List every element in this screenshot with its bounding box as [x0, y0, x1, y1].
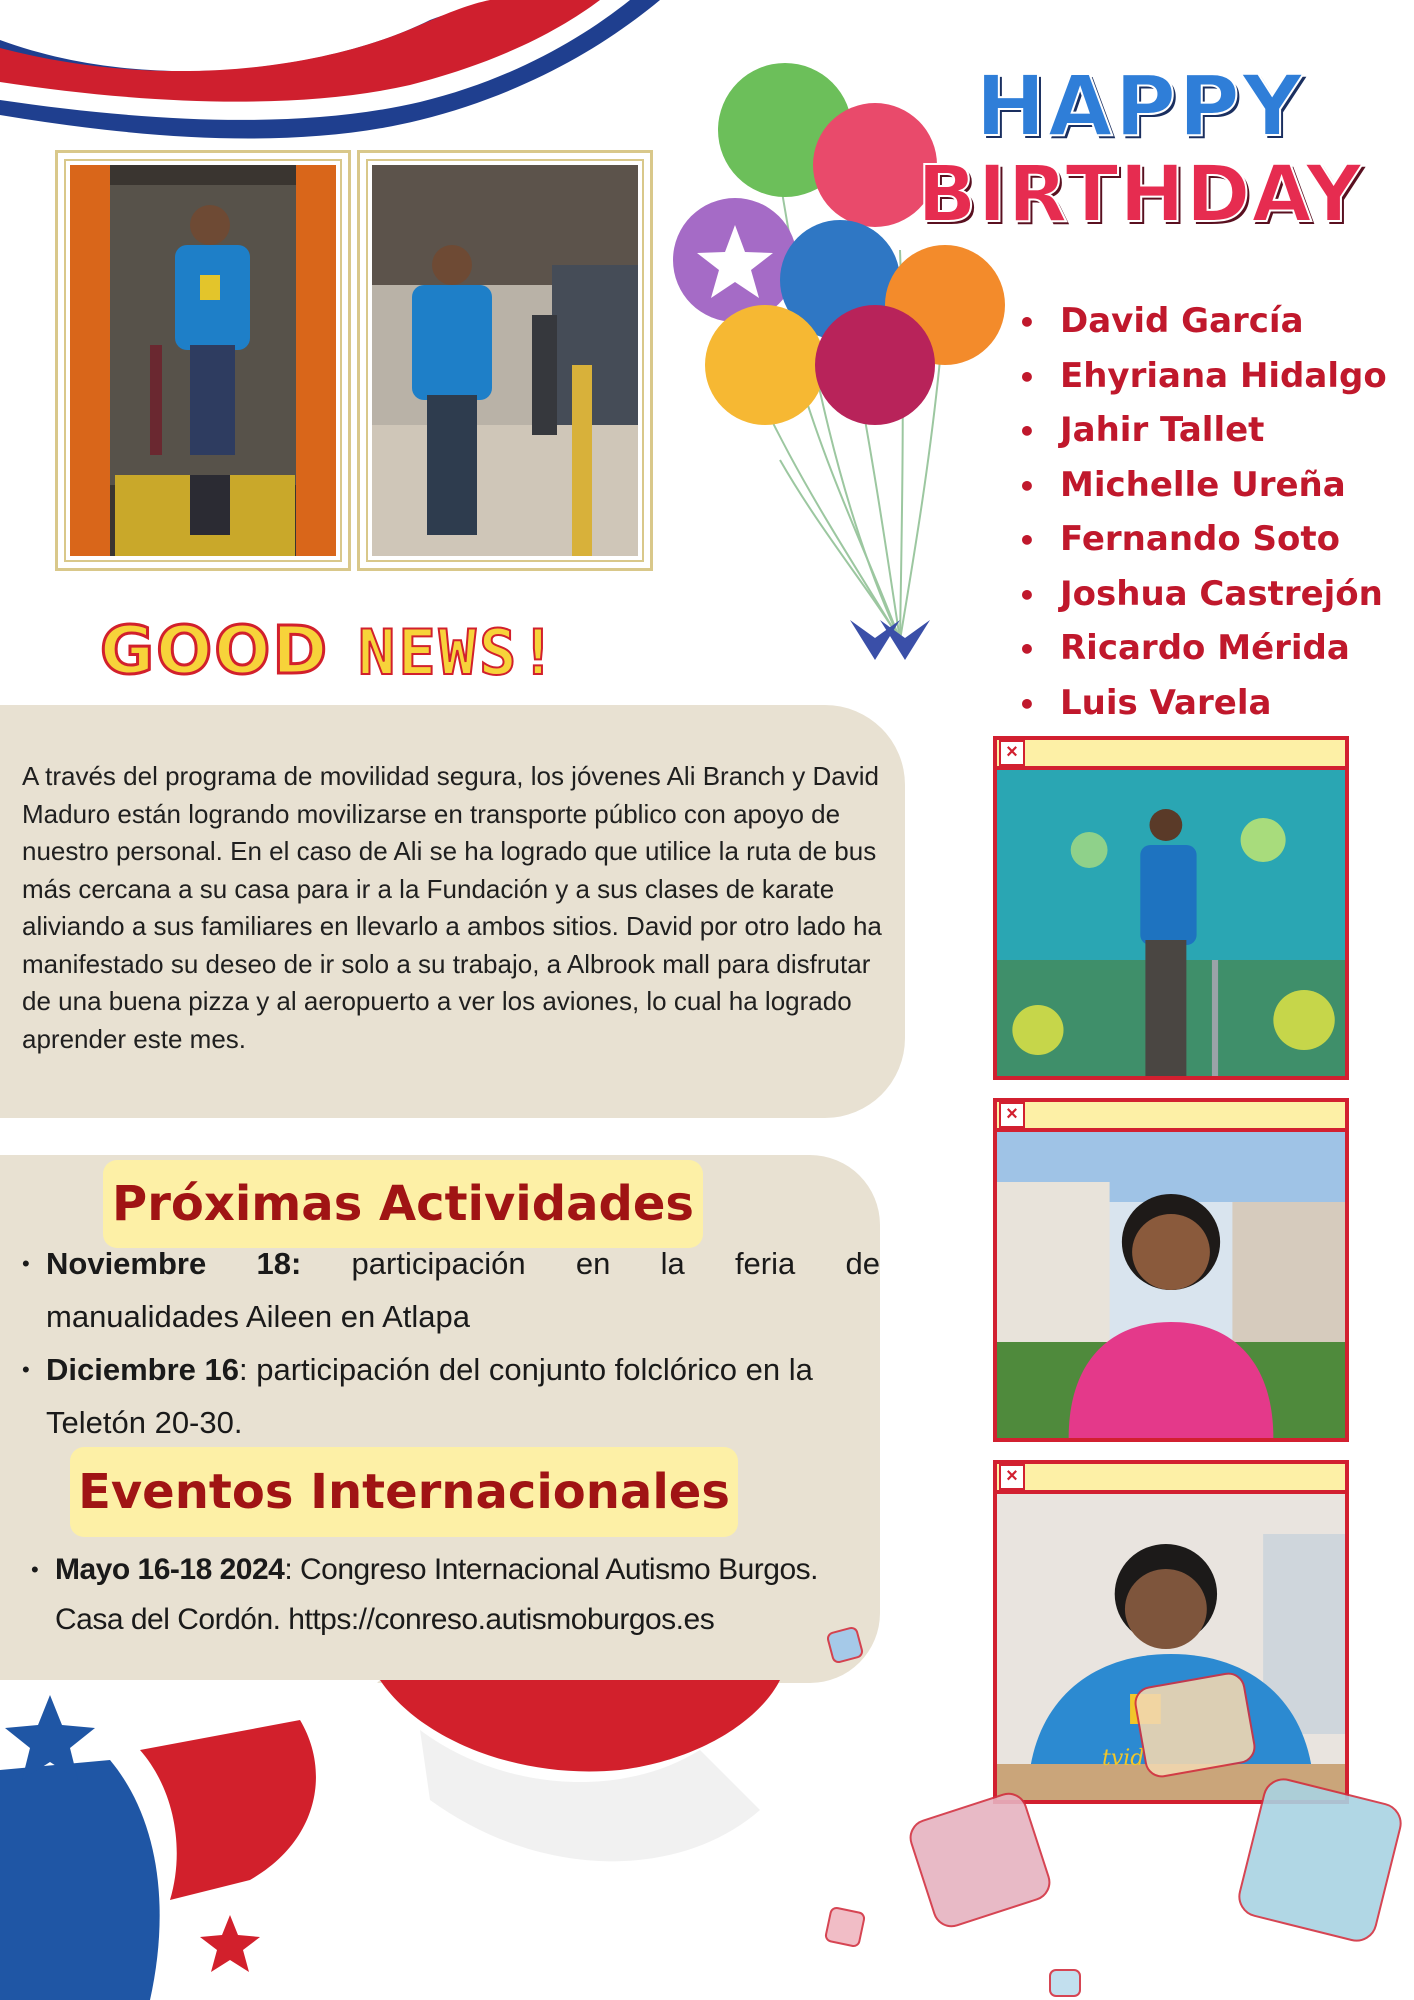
- birthday-name: • Jahir Tallet: [1018, 410, 1265, 450]
- bus-photo-frame: [55, 150, 351, 571]
- bus-photo: [70, 165, 336, 556]
- portrait-photo-frame: [993, 1098, 1349, 1442]
- bullet-icon: •: [31, 1557, 39, 1582]
- birthday-name: • Luis Varela: [1018, 682, 1272, 723]
- good-news-title: [100, 612, 600, 692]
- good-news-word-news: NEWS!: [358, 616, 560, 689]
- activity-text-part1: participación en la feria de: [301, 1246, 880, 1281]
- happy-birthday-title: [900, 57, 1380, 250]
- good-news-body: A través del programa de movilidad segura, los jóvenes Ali Branch y David Maduro están logrando movilizarse en transporte público con apoyo de nuestro personal. En el caso de Ali se ha logrado que utilice la ruta de bus más cercana a su casa para ir a la Fundación y a sus clases de karate aliviando a sus familiares en llevarlo a ambos sitios. David por otro lado ha manifestado su deseo de ir solo a su trabajo, a Albrook mall para disfrutar de una buena pizza y al aeropuerto a ver los aviones, lo cual ha logrado aprender este mes.: [22, 761, 882, 1054]
- portrait-photo: [997, 1132, 1345, 1438]
- close-icon: ×: [999, 1464, 1025, 1490]
- bullet-icon: •: [22, 1357, 30, 1382]
- international-heading: Eventos Internacionales: [70, 1447, 738, 1537]
- photo-frame-titlebar: [997, 1464, 1345, 1494]
- international-text: : Congreso Internacional Autismo Burgos. Casa del Cordón. https://conreso.autismoburgos.es: [55, 1553, 818, 1636]
- international-item: [31, 1545, 875, 1645]
- close-icon: ×: [999, 1102, 1025, 1128]
- birthday-word: BIRTHDAY: [917, 150, 1363, 240]
- top-ribbon-decoration: [0, 0, 700, 150]
- birthday-name: • David García: [1018, 301, 1304, 341]
- happy-word: HAPPY: [975, 57, 1305, 155]
- aquarium-photo: [997, 770, 1345, 1076]
- activity-item: [22, 1343, 880, 1449]
- international-list: [31, 1545, 875, 1645]
- birthday-name: • Joshua Castrejón: [1018, 573, 1383, 614]
- good-news-word-good: GOOD: [100, 612, 330, 689]
- activities-list: [22, 1237, 880, 1449]
- activity-item: [22, 1237, 880, 1290]
- activity-date: Diciembre 16: [46, 1352, 239, 1387]
- panama-flag-decoration: [0, 1680, 790, 2000]
- aquarium-photo-frame: [993, 736, 1349, 1080]
- birthday-names-list: [1018, 295, 1387, 731]
- birthday-name: • Michelle Ureña: [1018, 464, 1346, 505]
- shirt-text: tvid: [1102, 1746, 1145, 1771]
- birthday-name: • Fernando Soto: [1018, 519, 1341, 559]
- photo-frame-titlebar: [997, 740, 1345, 770]
- puzzle-pieces-decoration: [820, 1600, 1414, 2000]
- photo-frame-titlebar: [997, 1102, 1345, 1132]
- bullet-icon: •: [22, 1251, 30, 1276]
- activity-text: : participación del conjunto folclórico en la Teletón 20-30.: [46, 1352, 813, 1440]
- activity-text-part2: manualidades Aileen en Atlapa: [46, 1299, 470, 1334]
- international-date: Mayo 16-18 2024: [55, 1553, 285, 1586]
- activities-heading: Próximas Actividades: [103, 1160, 703, 1248]
- birthday-name: • Ehyriana Hidalgo: [1018, 355, 1387, 396]
- activity-date: Noviembre 18:: [46, 1246, 302, 1281]
- metro-photo: [372, 165, 638, 556]
- metro-photo-frame: [357, 150, 653, 571]
- close-icon: ×: [999, 740, 1025, 766]
- birthday-name: • Ricardo Mérida: [1018, 628, 1350, 668]
- activity-item-continuation: [46, 1290, 880, 1343]
